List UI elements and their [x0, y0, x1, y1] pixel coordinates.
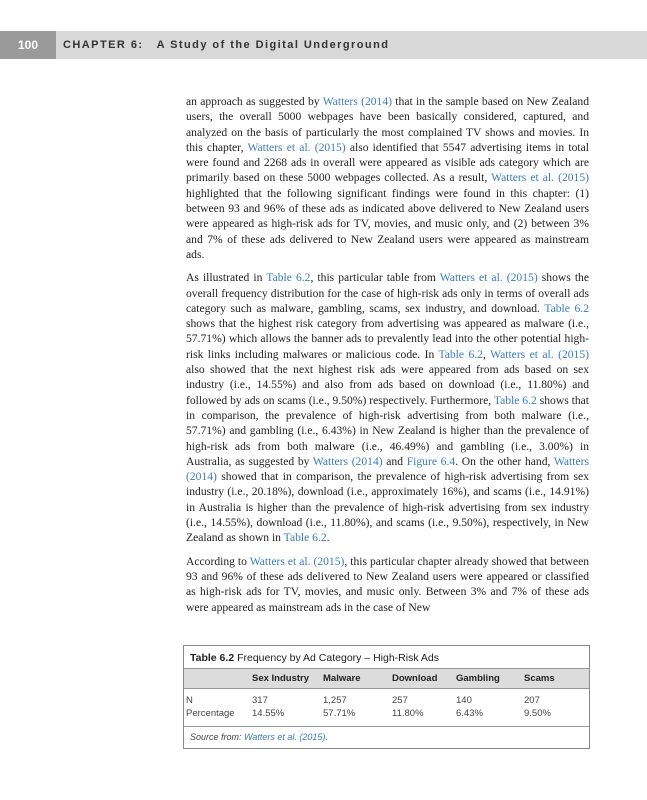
cross-reference-link[interactable]: Watters (2014)	[322, 95, 393, 108]
running-header	[0, 31, 647, 59]
table-cell: 140	[456, 695, 472, 706]
cross-reference-link[interactable]: Table 6.2	[266, 271, 311, 285]
table-cell: 257	[392, 695, 408, 706]
source-prefix: Source from:	[190, 732, 245, 742]
table-6-2	[183, 645, 590, 749]
cross-reference-link[interactable]: Table 6.2	[493, 393, 537, 407]
cross-reference-link[interactable]: Watters et al. (2015)	[491, 171, 589, 185]
cross-reference-link[interactable]: Watters et al. (2015)	[439, 271, 538, 285]
cross-reference-link[interactable]: Watters et al. (2015)	[247, 140, 346, 154]
table-row	[184, 689, 589, 708]
table-row	[184, 707, 589, 726]
column-header: Download	[390, 669, 454, 689]
table-cell: 317	[252, 695, 268, 706]
table-cell: 14.55%	[252, 708, 285, 719]
table-label: Table 6.2	[190, 652, 235, 664]
column-header: Sex Industry	[250, 669, 321, 689]
body-text	[186, 94, 589, 623]
table-source	[184, 726, 589, 748]
table-cell: 57.71%	[323, 708, 356, 719]
paragraph: As illustrated in Table 6.2, this particular table from Watters et al. (2015) shows the overall frequency distribution for the case of high-risk ads only in terms of overall ads category such as malware, gambling, scams, sex industry, and download. Table 6.2 shows that the highest risk category from advertising was appeared as malware (i.e., 57.71%) which allows the banner ads to prevalently lead into the other potential high-risk links including malwares or malicious code. In Table 6.2, Watters et al. (2015) also showed that the next highest risk ads were appeared from ads based on sex industry (i.e., 14.55%) and also from ads based on download (i.e., 11.80%) and followed by ads on scams (i.e., 9.50%) respectively. Furthermore, Table 6.2 shows that in comparison, the prevalence of high-risk advertising from both malware (i.e., 57.71%) and gambling (i.e., 6.43%) in New Zealand is higher than the prevalence of high-risk ads from both malware (i.e., 46.49%) and gambling (i.e., 3.00%) in Australia, as suggested by Watters (2014) and Figure 6.4. On the other hand, Watters (2014) showed that in comparison, the prevalence of high-risk advertising from sex industry (i.e., 20.18%), download (i.e., approximately 16%), and scams (i.e., 14.91%) in Australia is higher than the prevalence of high-risk advertising from sex industry (i.e., 14.55%), download (i.e., 11.80%), and scams (i.e., 9.50%), respectively, in New Zealand as shown in Table 6.2.	[186, 271, 589, 545]
column-header	[184, 669, 250, 689]
frequency-table	[184, 668, 589, 726]
table-header-row	[184, 669, 589, 689]
table-caption-text: Frequency by Ad Category – High-Risk Ads	[237, 652, 440, 664]
table-caption	[184, 646, 589, 668]
column-header: Gambling	[454, 669, 522, 689]
row-label: Percentage	[186, 708, 235, 719]
table-cell: 207	[524, 695, 540, 706]
table-cell: 6.43%	[456, 708, 483, 719]
paragraph: According to Watters et al. (2015), this particular chapter already showed that between 93 and 96% of these ads delivered to New Zealand users were appeared or classified as high-risk ads for TV, movies, and music only. Between 3% and 7% of these ads were appeared as mainstream ads in the case of New	[186, 554, 590, 614]
column-header: Scams	[522, 669, 589, 689]
source-citation-link[interactable]: Watters et al. (2015)	[244, 732, 326, 742]
cross-reference-link[interactable]: Table 6.2	[544, 301, 589, 315]
cross-reference-link[interactable]: Watters (2014)	[312, 454, 383, 468]
table-cell: 11.80%	[392, 708, 424, 719]
cross-reference-link[interactable]: Table 6.2	[283, 531, 327, 545]
cross-reference-link[interactable]: Watters et al. (2015)	[490, 347, 589, 361]
page-number: 100	[0, 31, 56, 59]
paragraph: an approach as suggested by Watters (2014) that in the sample based on New Zealand users, the overall 5000 webpages have been basically considered, captured, and analyzed on the basis of particularly the most complained TV shows and movies. In this chapter, Watters et al. (2015) also identified that 5547 advertising items in total were found and 2268 ads in overall were appeared as visible ads category which are primarily based on these 5000 webpages collected. As a result, Watters et al. (2015) highlighted that the following significant findings were found in this chapter: (1) between 93 and 96% of these ads as indicated above delivered to New Zealand users were appeared as high-risk ads for TV, movies, and music only, and (2) between 3% and 7% of these ads delivered to New Zealand users were appeared as mainstream ads.	[186, 95, 590, 261]
cross-reference-link[interactable]: Watters (2014)	[186, 454, 589, 484]
cross-reference-link[interactable]: Watters et al. (2015)	[249, 554, 345, 568]
cross-reference-link[interactable]: Table 6.2	[438, 347, 483, 361]
table-cell: 1,257	[323, 695, 347, 706]
source-suffix: .	[325, 732, 328, 742]
table-cell: 9.50%	[524, 708, 551, 719]
row-label: N	[186, 695, 193, 706]
column-header: Malware	[321, 669, 390, 689]
cross-reference-link[interactable]: Figure 6.4	[406, 454, 456, 468]
chapter-title: CHAPTER 6: A Study of the Digital Underground	[63, 39, 390, 51]
